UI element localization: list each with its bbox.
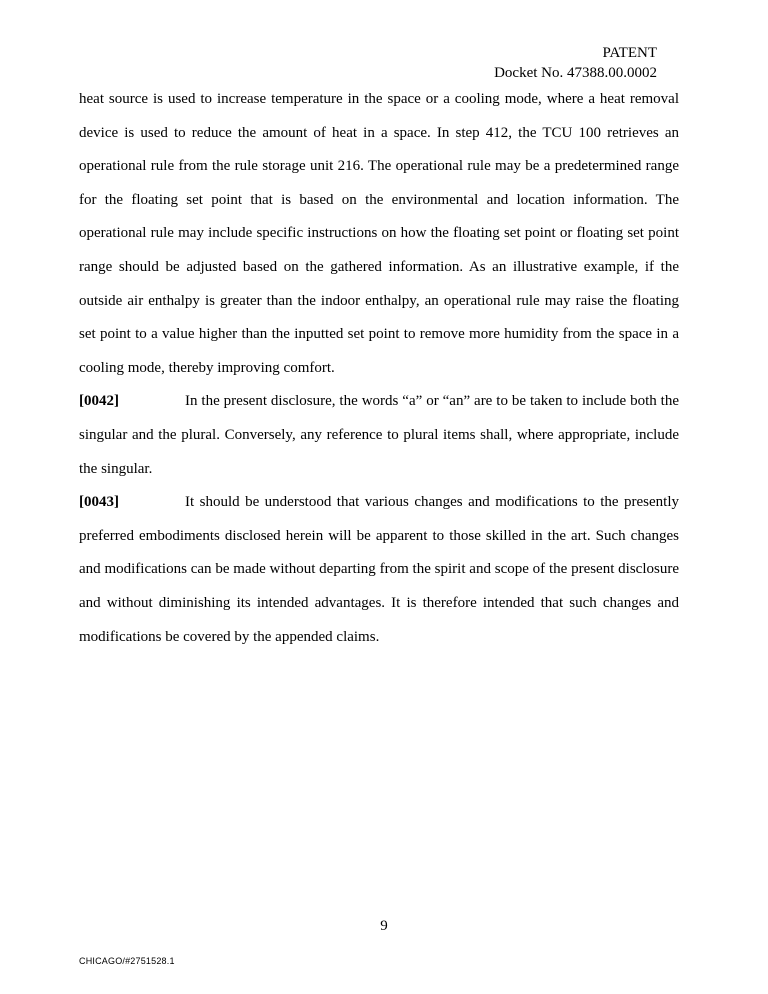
paragraph-number: [0042] [79,393,119,410]
patent-label: PATENT [602,45,657,61]
paragraph-0043 [79,486,679,654]
docket-number: Docket No. 47388.00.0002 [494,65,657,81]
paragraph-number: [0043] [79,494,119,511]
document-body [79,83,679,654]
paragraph-text: It should be understood that various changes and modifications to the presently preferred embodiments disclosed herein will be apparent to those skilled in the art. Such changes and modifications can be made without departing from the spirit and scope of the present disclosure and without diminishing its intended advantages. It is therefore intended that such changes and modifications be covered by the appended claims. [79,494,679,645]
document-id: CHICAGO/#2751528.1 [79,956,175,966]
paragraph-continuation [79,83,679,385]
paragraph-text: In the present disclosure, the words “a” or “an” are to be taken to include both the singular and the plural. Conversely, any reference to plural items shall, where appropriate, include the singular. [79,393,679,477]
page-number: 9 [380,918,388,934]
paragraph-text: heat source is used to increase temperature in the space or a cooling mode, where a heat removal device is used to reduce the amount of heat in a space. In step 412, the TCU 100 retrieves an operational rule from the rule storage unit 216. The operational rule may be a predetermined range for the floating set point that is based on the environmental and location information. The operational rule may include specific instructions on how the floating set point or floating set point range should be adjusted based on the gathered information. As an illustrative example, if the outside air enthalpy is greater than the indoor enthalpy, an operational rule may raise the floating set point to a value higher than the inputted set point to remove more humidity from the space in a cooling mode, thereby improving comfort. [79,91,679,376]
paragraph-0042 [79,385,679,486]
page-header [494,43,657,83]
